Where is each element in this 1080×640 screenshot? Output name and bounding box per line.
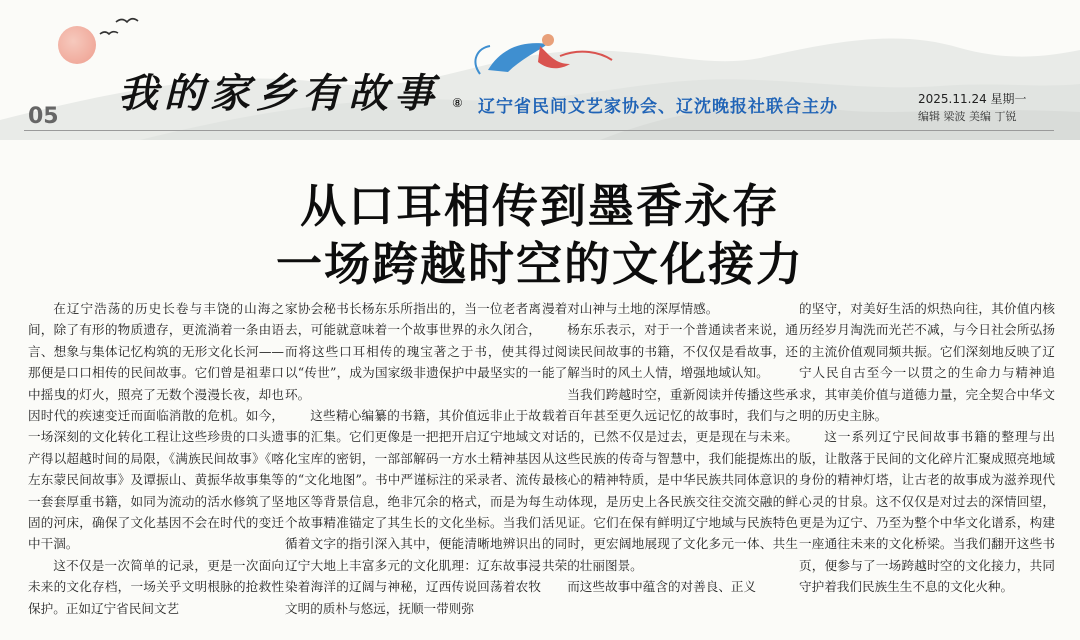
article-body <box>28 298 1058 638</box>
column-title: 我的家乡有故事 <box>118 70 440 117</box>
header-divider <box>24 130 1054 131</box>
organizers-line: 辽宁省民间文艺家协会、辽沈晚报社联合主办 <box>478 97 838 117</box>
paragraph: 这些精心编纂的书籍，其价值远非止于故事的汇集。它们更像是一把把开启辽宁地域文化宝库的密钥，一部部解码一方水土精神基因的“文化地图”。书中严谨标注的采录者、流传地区等背景信息，绝非冗余的格式，而是为每个故事精准锚定了其生长的文化坐标。当我们循着文字的指引深入其中，便能清晰地辨识出辽宁大地上丰富多元的文化肌理：辽东故事浸染着海洋的辽阔与神秘，辽西传说回荡着农牧文明的质朴与悠远，抚顺一带则弥 <box>285 408 541 616</box>
birds-icon <box>100 19 138 34</box>
paragraph: 这不仅是一次简单的记录，更是一次面向未来的文化存档，一场关乎文明根脉的抢救性保护。正如辽宁省民间文艺 <box>28 557 284 616</box>
article-column-1 <box>28 298 284 638</box>
editor-credits: 编辑 梁波 美编 丁锐 <box>918 110 1017 123</box>
paragraph: 当我们跨越时空，重新阅读并传播这些承载着百年甚至更久远记忆的故事时，我们与之对话的，已然不仅是过去，更是现在与未来。从这些民族的传奇与智慧中，我们能提炼出的最核心的精神特质，是中华民族共同体意识的生动体现，是历史上各民族交往交流交融的鲜活见证。它们在保有鲜明辽宁地域与民族特色的同时，更宏阔地展现了文化多元一体、共生共荣的壮丽图景。 <box>542 386 798 573</box>
article-column-2 <box>285 298 541 638</box>
series-number: ⑧ <box>452 96 463 110</box>
page-header <box>0 0 1080 140</box>
paragraph: 在辽宁浩荡的历史长卷与丰饶的山海之间，除了有形的物质遗存，更流淌着一条由语言、想象与集体记忆构筑的无形文化长河——那便是口口相传的民间故事。它们曾是祖辈口中摇曳的灯火，照亮了无数个漫漫长夜，却也因时代的疾速变迁而面临消散的危机。如今，一场深刻的文化转化工程让这些珍贵的口头遗产得以超越时间的局限，《满族民间故事》《喀左东蒙民间故事》及谭振山、黄振华故事集等一套套厚重书籍，如同为流动的活水修筑了坚固的河床，确保了文化基因不会在时代的变迁中干涸。 <box>28 301 284 552</box>
article-column-3 <box>542 298 798 638</box>
date-line <box>918 90 1027 107</box>
paragraph: 的坚守，对美好生活的炽热向往，其价值内核历经岁月淘洗而光芒不减，与今日社会所弘扬的主流价值观同频共振。它们深刻地反映了辽宁人民自古至今一以贯之的生命力与精神追求，其审美价值与道德力量，完全契合中华文明的历史主脉。 <box>799 301 1055 424</box>
paragraph: 而这些故事中蕴含的对善良、正义 <box>567 579 757 595</box>
issue-weekday: 星期一 <box>990 92 1027 106</box>
article-column-4 <box>799 298 1055 638</box>
paragraph: 家协会秘书长杨东乐所指出的，当一位老者离去，可能就意味着一个故事世界的永久闭合，而将这些口耳相传的瑰宝著之于书，使其得以“传世”，成为国家级非遗保护中最坚实的一环。 <box>285 301 541 402</box>
headline-line-2: 一场跨越时空的文化接力 <box>276 237 804 291</box>
headline-line-1: 从口耳相传到墨香永存 <box>300 179 780 233</box>
paragraph: 这一系列辽宁民间故事书籍的整理与出版，让散落于民间的文化碎片汇聚成照亮地域身份的精神灯塔，让古老的故事成为滋养现代心灵的甘泉。这不仅仅是对过去的深情回望，更是为辽宁、乃至为整个中华文化谱系，构建一座通往未来的文化桥梁。当我们翻开这些书页，便参与了一场跨越时空的文化接力，共同守护着我们民族生生不息的文化火种。 <box>799 429 1055 595</box>
page-number: 05 <box>28 104 59 129</box>
paragraph: 漫着对山神与土地的深厚情感。 <box>542 301 719 316</box>
paragraph: 杨东乐表示，对于一个普通读者来说，通过阅读民间故事的书籍，不仅仅是看故事，还能了解当时的风土人情，增强地域认知。 <box>542 322 798 381</box>
issue-date: 2025.11.24 <box>918 92 987 106</box>
